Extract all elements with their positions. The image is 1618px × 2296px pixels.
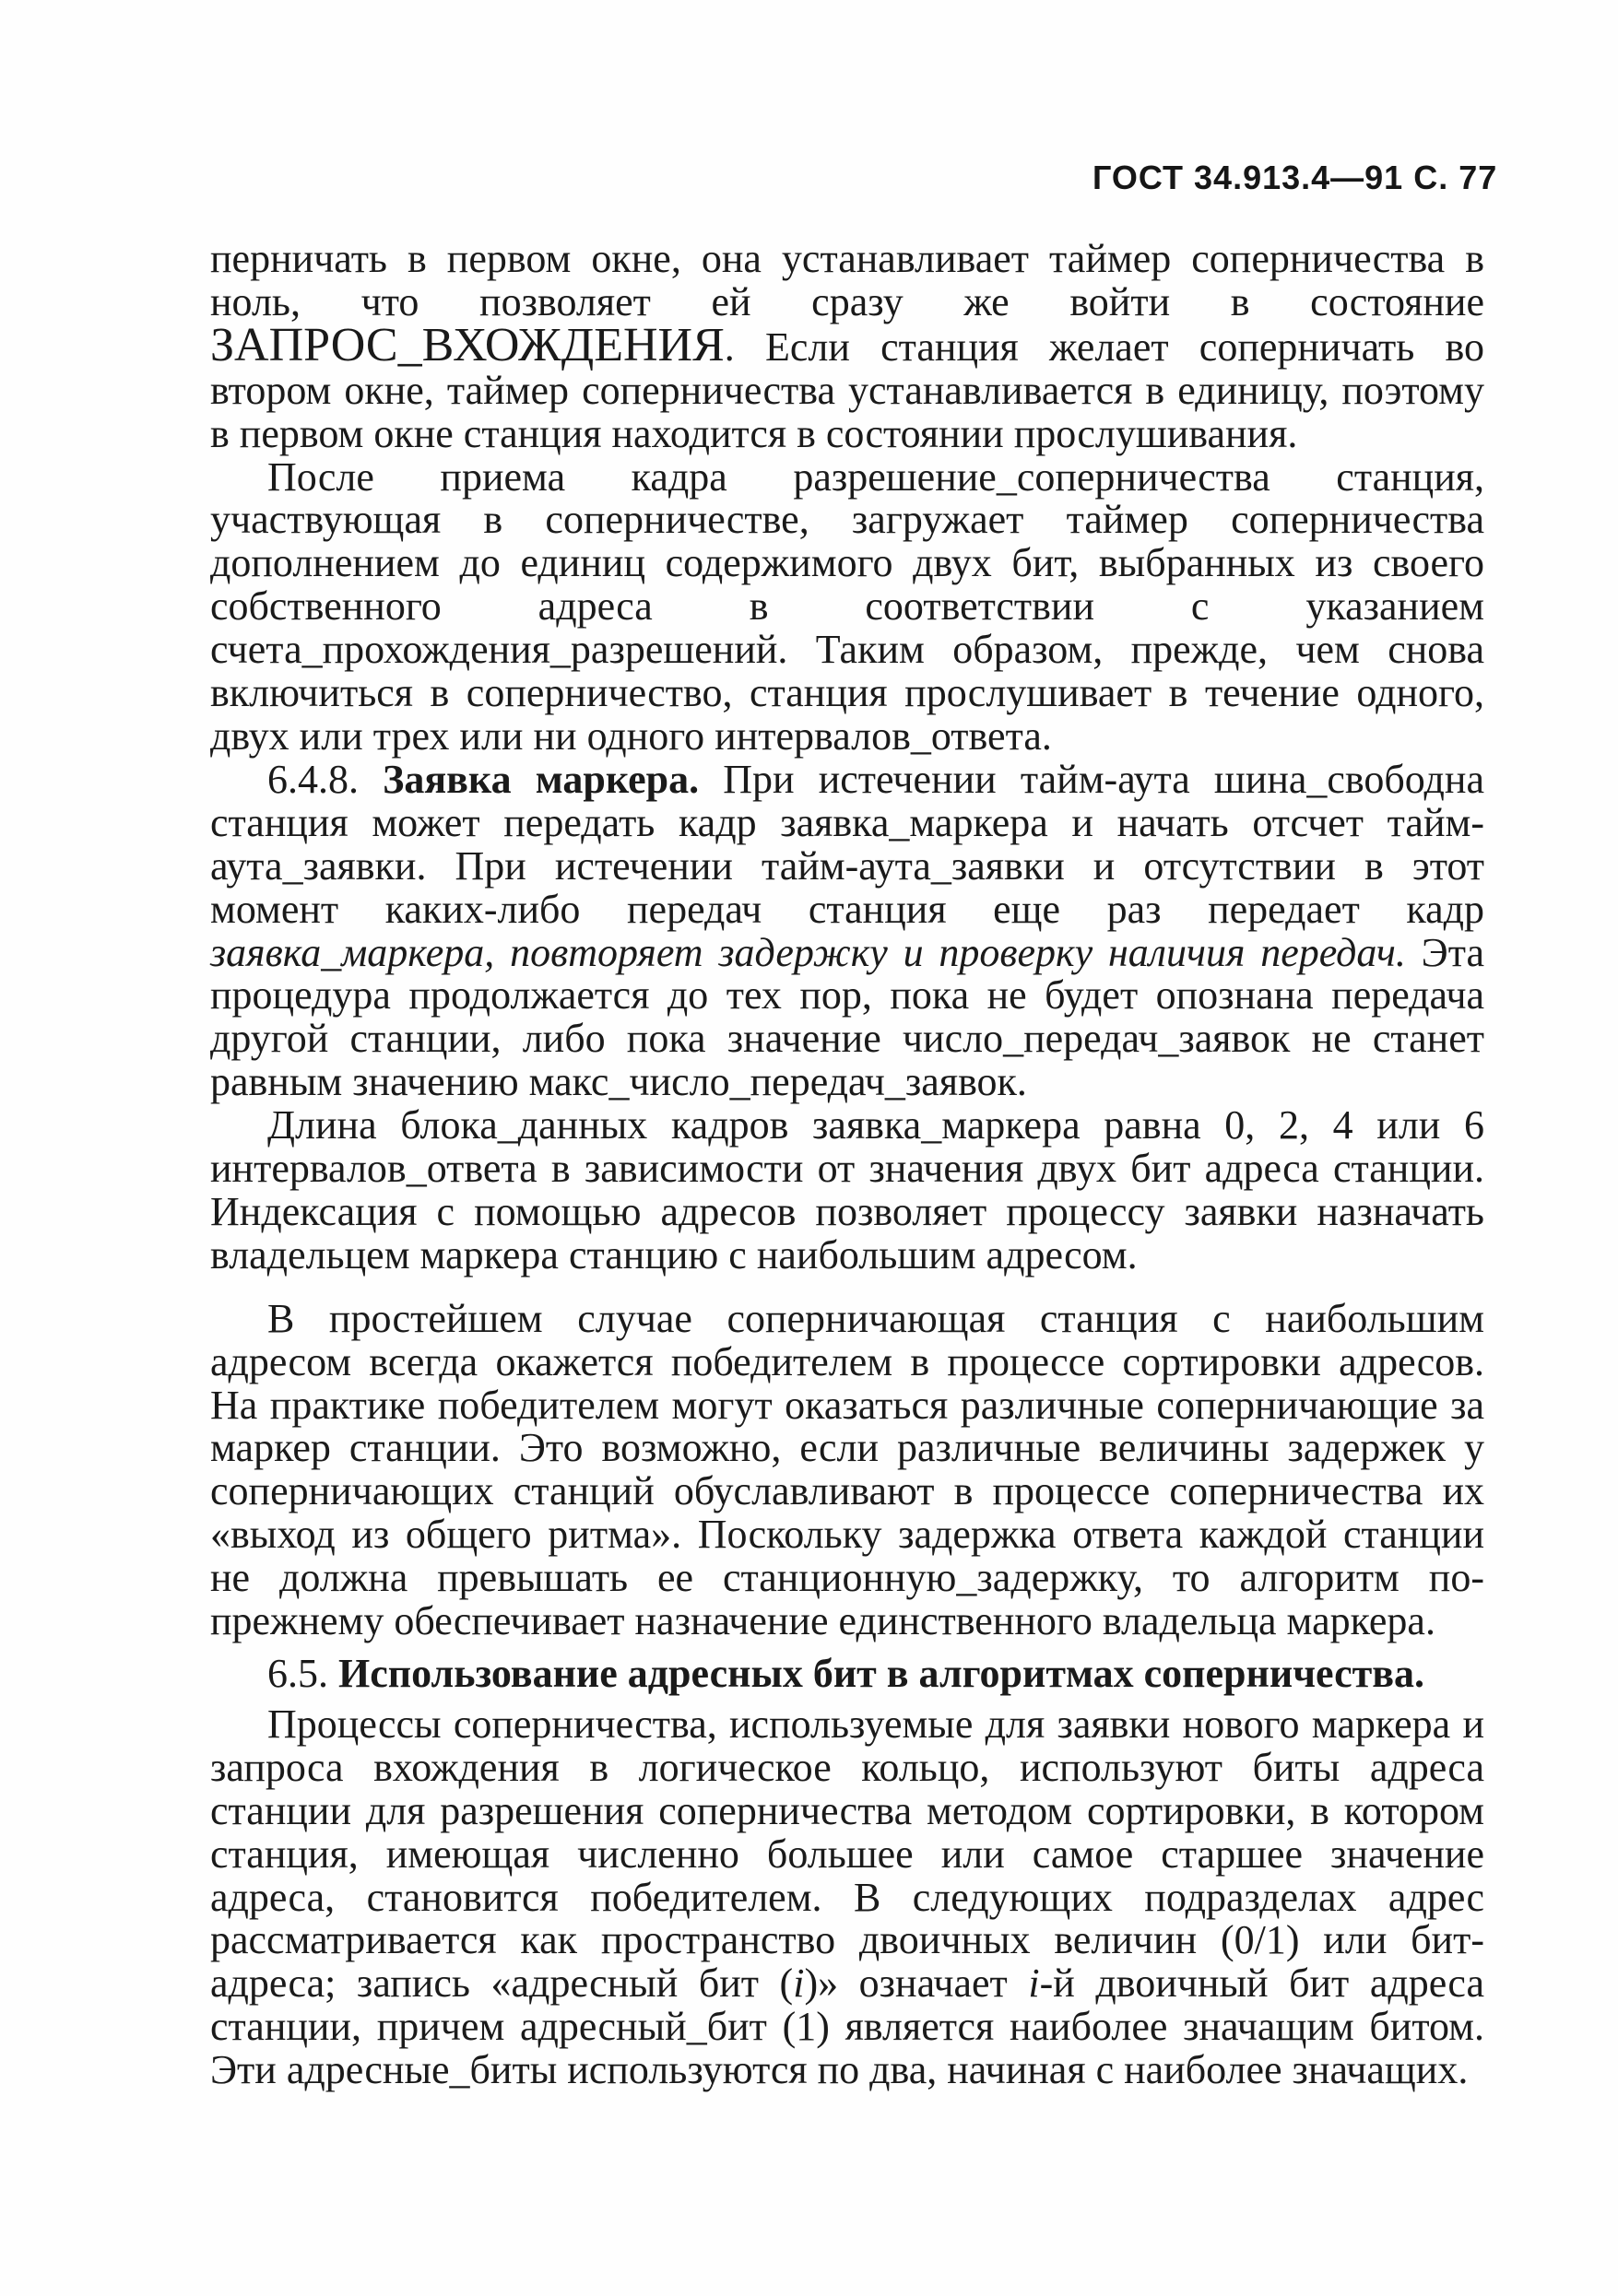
paragraph-text: При истечении тайм-аута шина_свободна станция может передать кадр заявка_маркера и начать отсчет тайм-аута_заявки. При истечении тайм-аута_заявки и отсутствии в этот момент каких-либо передач станция еще раз передает кадр — [210, 756, 1484, 932]
paragraph-text: перничать в первом окне, она устанавливает таймер соперничества в ноль, что позволяет ей сразу же войти в состояние — [210, 236, 1484, 324]
section-title: Заявка маркера. — [383, 756, 700, 802]
section-heading-6-5 — [210, 1653, 1484, 1696]
paragraph: Длина блока_данных кадров заявка_маркера равна 0, 2, 4 или 6 интервалов_ответа в зависимости от значения двух бит адреса станции. Индексация с помощью адресов позволяет процессу заявки назначать владельцем маркера станцию с наибольшим адресом. — [210, 1102, 1484, 1278]
paragraph: После приема кадра разрешение_соперничества станция, участвующая в соперничестве, загружает таймер соперничества дополнением до единиц содержимого двух бит, выбранных из своего собственного адреса в соответствии с указанием счета_прохождения_разрешений. Таким образом, прежде, чем снова включиться в соперничество, станция прослушивает в течение одного, двух или трех или ни одного интервалов_ответа. — [210, 453, 1484, 759]
paragraph-continuation — [210, 238, 1484, 456]
paragraph-text: )» означает — [804, 1960, 1029, 2007]
state-name: ЗАПРОС_ВХОЖДЕНИЯ — [210, 318, 725, 371]
section-title: Использование адресных бит в алгоритмах соперничества. — [338, 1651, 1424, 1696]
section-number: 6.5. — [267, 1651, 338, 1696]
paragraph — [210, 1703, 1484, 2092]
paragraph-text: Эта процедура продолжается до тех пор, пока не будет опознана передача другой станции, либо пока значение число_передач_заявок не станет равным значению макс_число_передач_заявок. — [210, 929, 1484, 1105]
section-number: 6.4.8. — [267, 756, 384, 802]
paragraph: В простейшем случае соперничающая станция с наибольшим адресом всегда окажется победителем в процессе сортировки адресов. На практике победителем могут оказаться различные соперничающие за маркер станции. Это возможно, если различные величины задержек у соперничающих станций обуславливают в процессе соперничества их «выход из общего ритма». Поскольку задержка ответа каждой станции не должна превышать ее станционную_задержку, то алгоритм по-прежнему обеспечивает назначение единственного владельца маркера. — [210, 1295, 1484, 1644]
italic-variable: i — [1028, 1960, 1040, 2007]
italic-text: заявка_маркера, повторяет задержку и проверку наличия передач. — [210, 929, 1406, 975]
italic-variable: i — [793, 1960, 805, 2007]
body-text — [210, 238, 1484, 2092]
paragraph-text: . Если станция желает соперничать во втором окне, таймер соперничества устанавливается в единицу, поэтому в первом окне станция находится в состоянии прослушивания. — [210, 324, 1484, 456]
paragraph-6-4-8 — [210, 756, 1484, 1105]
page-header: ГОСТ 34.913.4—91 С. 77 — [1092, 159, 1498, 196]
paragraph-text: -й двоичный бит адреса станции, причем адресный_бит (1) является наиболее значащим битом. Эти адресные_биты используются по два, начиная с наиболее значащих. — [210, 1960, 1484, 2093]
paragraph-text: Процессы соперничества, используемые для заявки нового маркера и запроса вхождения в логическое кольцо, используют биты адреса станции для разрешения соперничества методом сортировки, в котором станция, имеющая численно большее или самое старшее значение адреса, становится победителем. В следующих подразделах адрес рассматривается как пространство двоичных величин (0/1) или бит-адреса; запись «адресный бит ( — [210, 1701, 1484, 2007]
